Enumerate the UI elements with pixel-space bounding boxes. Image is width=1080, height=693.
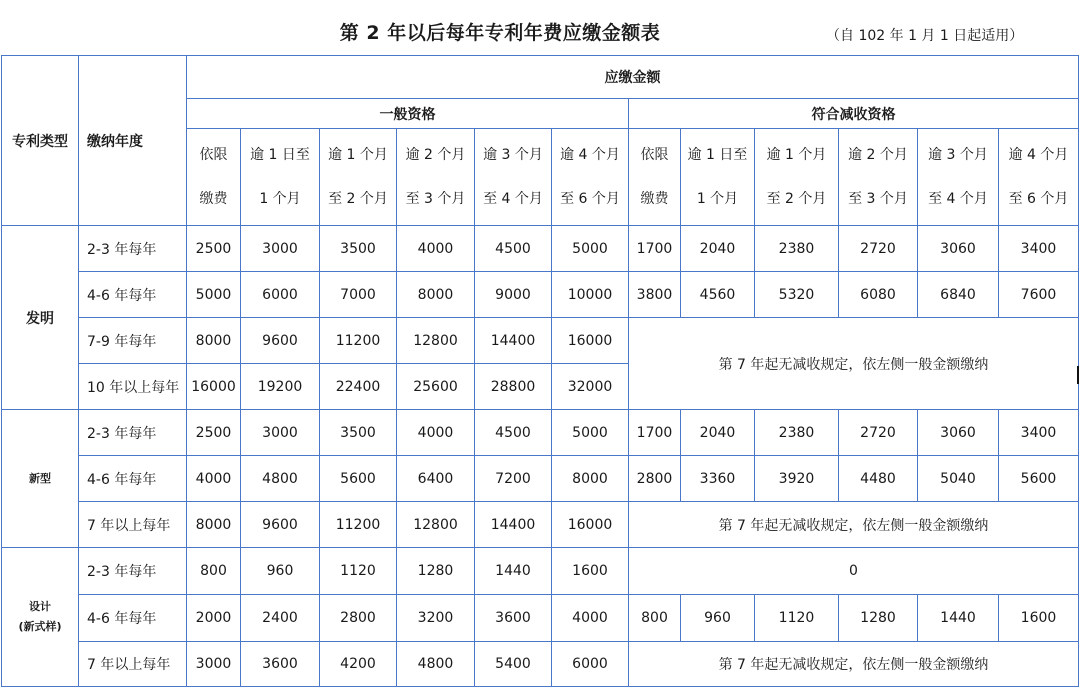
- year-cell: 4-6 年每年: [79, 456, 187, 502]
- subheader-reduced-0: [629, 129, 681, 226]
- general-fee-cell: 6000: [241, 272, 320, 318]
- general-fee-cell: 11200: [320, 318, 397, 364]
- general-fee-cell: 4800: [397, 642, 475, 687]
- subheader-reduced-2: [755, 129, 839, 226]
- reduced-fee-cell: 3920: [755, 456, 839, 502]
- general-fee-cell: 16000: [552, 502, 629, 548]
- general-fee-cell: 5400: [475, 642, 552, 687]
- general-fee-cell: 19200: [241, 364, 320, 410]
- header-general: 一般资格: [187, 99, 629, 129]
- subheader-reduced-1: [681, 129, 755, 226]
- reduced-fee-cell: 3400: [999, 226, 1079, 272]
- general-fee-cell: 3600: [241, 642, 320, 687]
- general-fee-cell: 4000: [187, 456, 241, 502]
- general-fee-cell: 4800: [241, 456, 320, 502]
- type-label-invention: 发明: [2, 226, 79, 410]
- subheader-line: 逾 2 个月: [405, 147, 466, 163]
- reduced-fee-cell: 4480: [839, 456, 918, 502]
- subheader-line: 逾 1 日至: [687, 147, 748, 163]
- subheader-general-2: [320, 129, 397, 226]
- year-cell: 7 年以上每年: [79, 502, 187, 548]
- reduced-fee-cell: 7600: [999, 272, 1079, 318]
- general-fee-cell: 8000: [397, 272, 475, 318]
- no-reduction-note: 第 7 年起无减收规定，依左侧一般金额缴纳: [629, 642, 1079, 687]
- invention-section: [2, 226, 1079, 410]
- subheader-line: 缴费: [640, 191, 669, 207]
- table-row: [2, 456, 1079, 502]
- table-title: 第 2 年以后每年专利年费应缴金额表: [339, 22, 661, 44]
- general-fee-cell: 5000: [552, 226, 629, 272]
- subheader-line: 逾 2 个月: [848, 147, 908, 163]
- subheader-reduced-4: [918, 129, 999, 226]
- reduced-fee-cell: 800: [629, 595, 681, 642]
- subheader-general-0: [187, 129, 241, 226]
- reduced-fee-cell: 3060: [918, 410, 999, 456]
- subheader-line: 逾 1 日至: [250, 147, 310, 163]
- reduced-fee-cell: 960: [681, 595, 755, 642]
- subheader-line: 逾 4 个月: [560, 147, 620, 163]
- general-fee-cell: 960: [241, 548, 320, 595]
- general-fee-cell: 4000: [397, 226, 475, 272]
- year-cell: 2-3 年每年: [79, 548, 187, 595]
- general-fee-cell: 16000: [552, 318, 629, 364]
- general-fee-cell: 1600: [552, 548, 629, 595]
- text-cursor: [1077, 366, 1079, 384]
- subheader-line: 至 4 个月: [928, 191, 988, 207]
- general-fee-cell: 2400: [241, 595, 320, 642]
- general-fee-cell: 5600: [320, 456, 397, 502]
- general-fee-cell: 3000: [187, 642, 241, 687]
- reduced-fee-cell: 2040: [681, 226, 755, 272]
- general-fee-cell: 10000: [552, 272, 629, 318]
- reduced-fee-cell: 3360: [681, 456, 755, 502]
- reduced-fee-cell: 3400: [999, 410, 1079, 456]
- reduced-fee-cell: 1280: [839, 595, 918, 642]
- type-label-utility: 新型: [2, 410, 79, 548]
- subheader-line: 至 6 个月: [560, 191, 620, 207]
- reduced-fee-cell: 6840: [918, 272, 999, 318]
- general-fee-cell: 3500: [320, 410, 397, 456]
- general-fee-cell: 5000: [552, 410, 629, 456]
- no-reduction-note: 第 7 年起无减收规定，依左侧一般金额缴纳: [629, 318, 1079, 410]
- header-patent-type: 专利类型: [2, 56, 79, 226]
- general-fee-cell: 1440: [475, 548, 552, 595]
- reduced-fee-cell: 1700: [629, 410, 681, 456]
- reduced-fee-cell: 3800: [629, 272, 681, 318]
- reduced-fee-cell: 2800: [629, 456, 681, 502]
- subheader-general-3: [397, 129, 475, 226]
- general-fee-cell: 8000: [187, 318, 241, 364]
- general-fee-cell: 8000: [187, 502, 241, 548]
- subheader-line: 1 个月: [259, 191, 301, 207]
- general-fee-cell: 32000: [552, 364, 629, 410]
- general-fee-cell: 1280: [397, 548, 475, 595]
- subheader-line: 至 2 个月: [766, 191, 827, 207]
- subheader-line: 至 3 个月: [405, 191, 466, 207]
- general-fee-cell: 16000: [187, 364, 241, 410]
- subheader-reduced-5: [999, 129, 1079, 226]
- year-cell: 4-6 年每年: [79, 595, 187, 642]
- subheader-line: 至 3 个月: [848, 191, 908, 207]
- reduced-fee-cell: 1600: [999, 595, 1079, 642]
- table-row: [2, 318, 1079, 364]
- year-cell: 7-9 年每年: [79, 318, 187, 364]
- table-row: [2, 595, 1079, 642]
- reduced-fee-merged: 0: [629, 548, 1079, 595]
- general-fee-cell: 12800: [397, 502, 475, 548]
- general-fee-cell: 9000: [475, 272, 552, 318]
- general-fee-cell: 14400: [475, 502, 552, 548]
- general-fee-cell: 3200: [397, 595, 475, 642]
- subheader-line: 至 4 个月: [483, 191, 543, 207]
- reduced-fee-cell: 2040: [681, 410, 755, 456]
- design-section: [2, 548, 1079, 687]
- year-cell: 10 年以上每年: [79, 364, 187, 410]
- type-label-design: [2, 548, 79, 687]
- general-fee-cell: 2500: [187, 226, 241, 272]
- general-fee-cell: 3000: [241, 410, 320, 456]
- general-fee-cell: 3000: [241, 226, 320, 272]
- general-fee-cell: 800: [187, 548, 241, 595]
- no-reduction-note: 第 7 年起无减收规定，依左侧一般金额缴纳: [629, 502, 1079, 548]
- reduced-fee-cell: 5600: [999, 456, 1079, 502]
- table-row: [2, 548, 1079, 595]
- reduced-fee-cell: 4560: [681, 272, 755, 318]
- general-fee-cell: 9600: [241, 318, 320, 364]
- general-fee-cell: 4000: [397, 410, 475, 456]
- utility-section: [2, 410, 1079, 548]
- general-fee-cell: 11200: [320, 502, 397, 548]
- subheader-line: 1 个月: [696, 191, 739, 207]
- general-fee-cell: 6000: [552, 642, 629, 687]
- general-fee-cell: 4500: [475, 226, 552, 272]
- type-label-line: (新式样): [18, 620, 62, 633]
- table-row: [2, 272, 1079, 318]
- header-payment-year: 缴纳年度: [79, 56, 187, 226]
- subheader-general-5: [552, 129, 629, 226]
- header-amount-due: 应缴金额: [187, 56, 1079, 99]
- fee-table: [1, 55, 1079, 687]
- table-row: [2, 410, 1079, 456]
- general-fee-cell: 8000: [552, 456, 629, 502]
- subheader-line: 逾 3 个月: [928, 147, 988, 163]
- general-fee-cell: 6400: [397, 456, 475, 502]
- header-reduced: 符合减收资格: [629, 99, 1079, 129]
- table-row: [2, 226, 1079, 272]
- general-fee-cell: 2500: [187, 410, 241, 456]
- reduced-fee-cell: 3060: [918, 226, 999, 272]
- general-fee-cell: 9600: [241, 502, 320, 548]
- reduced-fee-cell: 2720: [839, 226, 918, 272]
- subheader-reduced-3: [839, 129, 918, 226]
- subheader-line: 至 2 个月: [328, 191, 388, 207]
- reduced-fee-cell: 6080: [839, 272, 918, 318]
- subheader-line: 逾 1 个月: [328, 147, 388, 163]
- subheader-line: 依限: [199, 147, 228, 163]
- year-cell: 7 年以上每年: [79, 642, 187, 687]
- subheader-line: 至 6 个月: [1008, 191, 1069, 207]
- reduced-fee-cell: 5040: [918, 456, 999, 502]
- general-fee-cell: 12800: [397, 318, 475, 364]
- year-cell: 2-3 年每年: [79, 226, 187, 272]
- type-label-line: 设计: [29, 600, 51, 613]
- general-fee-cell: 2800: [320, 595, 397, 642]
- effective-date-note: （自 102 年 1 月 1 日起适用）: [826, 28, 1024, 44]
- general-fee-cell: 7000: [320, 272, 397, 318]
- general-fee-cell: 2000: [187, 595, 241, 642]
- general-fee-cell: 1120: [320, 548, 397, 595]
- reduced-fee-cell: 5320: [755, 272, 839, 318]
- subheader-line: 逾 4 个月: [1008, 147, 1069, 163]
- general-fee-cell: 25600: [397, 364, 475, 410]
- general-fee-cell: 22400: [320, 364, 397, 410]
- reduced-fee-cell: 2720: [839, 410, 918, 456]
- reduced-fee-cell: 1700: [629, 226, 681, 272]
- year-cell: 4-6 年每年: [79, 272, 187, 318]
- general-fee-cell: 14400: [475, 318, 552, 364]
- general-fee-cell: 3500: [320, 226, 397, 272]
- reduced-fee-cell: 2380: [755, 226, 839, 272]
- reduced-fee-cell: 2380: [755, 410, 839, 456]
- general-fee-cell: 5000: [187, 272, 241, 318]
- general-fee-cell: 3600: [475, 595, 552, 642]
- subheader-general-1: [241, 129, 320, 226]
- subheader-general-4: [475, 129, 552, 226]
- table-header: [2, 56, 1079, 226]
- general-fee-cell: 4200: [320, 642, 397, 687]
- reduced-fee-cell: 1440: [918, 595, 999, 642]
- subheader-line: 逾 3 个月: [483, 147, 543, 163]
- general-fee-cell: 28800: [475, 364, 552, 410]
- table-row: [2, 502, 1079, 548]
- general-fee-cell: 7200: [475, 456, 552, 502]
- subheader-line: 逾 1 个月: [766, 147, 827, 163]
- subheader-line: 依限: [640, 147, 669, 163]
- table-row: [2, 642, 1079, 687]
- year-cell: 2-3 年每年: [79, 410, 187, 456]
- subheader-line: 缴费: [199, 191, 228, 207]
- reduced-fee-cell: 1120: [755, 595, 839, 642]
- general-fee-cell: 4000: [552, 595, 629, 642]
- general-fee-cell: 4500: [475, 410, 552, 456]
